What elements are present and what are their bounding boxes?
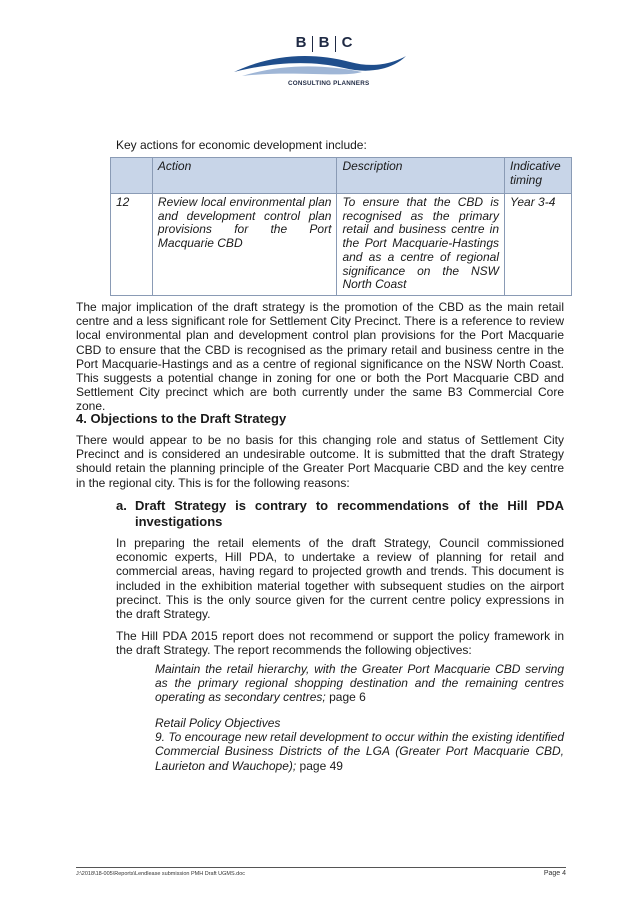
key-actions-table <box>110 157 572 296</box>
subsection-a-title: Draft Strategy is contrary to recommendations of the Hill PDA investigations <box>135 498 564 529</box>
subsection-a-paragraph-1: In preparing the retail elements of the draft Strategy, Council commissioned economic experts, Hill PDA, to undertake a review of planning for retail and commercial areas, having regard to projected growth and trends. This document is included in the exhibition material together with subsequent studies on the airport precinct. This is the only source given for the current centre policy expressions in the draft Strategy. <box>116 536 564 622</box>
subsection-a-paragraph-2: The Hill PDA 2015 report does not recommend or support the policy framework in the draft Strategy. The report recommends the following objectives: <box>116 629 564 658</box>
table-row <box>111 194 572 296</box>
quote-2-text: 9. To encourage new retail development to occur within the existing identified Commercial Business Districts of the LGA (Greater Port Macquarie CBD, Laurieton and Wauchope); <box>155 730 564 773</box>
quote-1-ref: page 6 <box>325 690 366 705</box>
quote-objective-2 <box>155 716 564 773</box>
quote-1-text: Maintain the retail hierarchy, with the Greater Port Macquarie CBD serving as the primary regional shopping destination and the remaining centres operating as secondary centres; <box>155 662 564 705</box>
subsection-a-label: a. <box>116 498 127 513</box>
section-4-paragraph: There would appear to be no basis for this changing role and status of Settlement City Precinct and is considered an undesirable outcome. It is submitted that the draft Strategy should retain the planning principle of the Greater Port Macquarie CBD and the key centre in the regional city. This is for the following reasons: <box>76 433 564 490</box>
company-logo <box>232 34 408 92</box>
logo-letter: C <box>341 34 353 51</box>
intro-text: Key actions for economic development include: <box>116 138 367 152</box>
subsection-a-heading <box>116 498 564 530</box>
quote-2-title: Retail Policy Objectives <box>155 716 281 730</box>
logo-tagline: CONSULTING PLANNERS <box>288 80 370 87</box>
header-action: Action <box>152 158 337 194</box>
section-4-heading: 4. Objections to the Draft Strategy <box>76 411 287 426</box>
logo-letter: B <box>318 34 330 51</box>
header-timing: Indicative timing <box>505 158 572 194</box>
quote-objective-1 <box>155 662 564 705</box>
implication-paragraph: The major implication of the draft strategy is the promotion of the CBD as the main retail centre and a less significant role for Settlement City Precinct. There is a reference to review local environmental plan and development control plan provisions for the Port Macquarie CBD to ensure that the CBD is recognised as the primary retail and business centre in the Port Macquarie-Hastings and as a centre of regional significance on the NSW North Coast. This suggests a potential change in zoning for one or both the Port Macquarie CBD and Settlement City precinct which are both currently under the same B3 Commercial Core zone. <box>76 300 564 414</box>
cell-description: To ensure that the CBD is recognised as the primary retail and business centre in the Port Macquarie-Hastings and as a centre of regional significance on the NSW North Coast <box>337 194 505 296</box>
header-description: Description <box>337 158 505 194</box>
quote-2-ref: page 49 <box>296 758 343 773</box>
footer-file-path: J:\2018\18-005\Reports\Lendlease submission PMH Draft UGMS.doc <box>76 871 246 877</box>
cell-number: 12 <box>111 194 153 296</box>
logo-letter: B <box>295 34 307 51</box>
cell-timing: Year 3-4 <box>505 194 572 296</box>
footer-page-number: Page 4 <box>543 870 566 877</box>
logo-wave-icon <box>232 48 408 80</box>
header-number <box>111 158 153 194</box>
cell-action: Review local environmental plan and development control plan provisions for the Port Macquarie CBD <box>152 194 337 296</box>
footer-divider <box>76 867 566 868</box>
table-header-row <box>111 158 572 194</box>
